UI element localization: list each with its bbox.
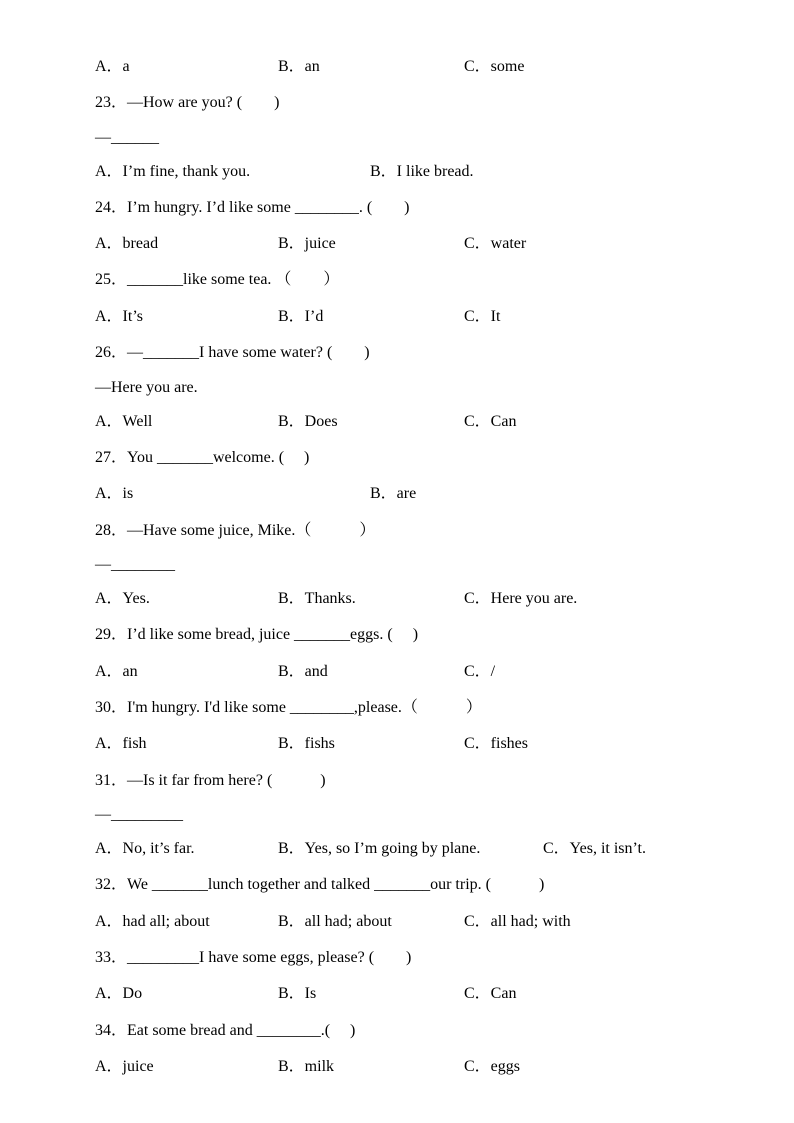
question-33: 33．_________I have some eggs, please? ( ) — [95, 949, 412, 966]
option-c: C．fishes — [464, 735, 529, 752]
option-b: B．all had; about — [278, 913, 392, 930]
option-b: B．Thanks. — [278, 590, 356, 607]
option-b: B．and — [278, 663, 328, 680]
option-b: B．juice — [278, 235, 336, 252]
answer-blank: —________ — [95, 556, 175, 573]
option-c: C．all had; with — [464, 913, 571, 930]
option-a: A．It’s — [95, 308, 144, 325]
option-a: A．a — [95, 58, 130, 75]
question-29: 29．I’d like some bread, juice _______eggs. ( ) — [95, 626, 419, 643]
option-b: B．I’d — [278, 308, 324, 325]
option-c: C．eggs — [464, 1058, 521, 1075]
option-c: C．Yes, it isn’t. — [543, 840, 647, 857]
option-c: C．water — [464, 235, 527, 252]
question-28: 28．—Have some juice, Mike.（ ） — [95, 522, 376, 539]
option-a: A．had all; about — [95, 913, 210, 930]
option-c: C．Can — [464, 985, 517, 1002]
option-a: A．Do — [95, 985, 143, 1002]
option-a: A．juice — [95, 1058, 154, 1075]
answer-blank: —_________ — [95, 806, 183, 823]
question-34: 34．Eat some bread and ________.( ) — [95, 1022, 356, 1039]
question-32: 32．We _______lunch together and talked _______our trip. ( ) — [95, 876, 545, 893]
option-a: A．Well — [95, 413, 153, 430]
question-31: 31．—Is it far from here? ( ) — [95, 772, 326, 789]
option-a: A．No, it’s far. — [95, 840, 195, 857]
option-a: A．bread — [95, 235, 159, 252]
question-30: 30．I'm hungry. I'd like some ________,please.（ ） — [95, 699, 482, 716]
option-c: C．Can — [464, 413, 517, 430]
option-b: B．are — [370, 485, 417, 502]
option-a: A．Yes. — [95, 590, 150, 607]
option-b: B．an — [278, 58, 320, 75]
question-24: 24．I’m hungry. I’d like some ________. ( ) — [95, 199, 410, 216]
option-b: B．Yes, so I’m going by plane. — [278, 840, 481, 857]
option-a: A．is — [95, 485, 134, 502]
question-25: 25．_______like some tea. （ ） — [95, 271, 340, 288]
option-a: A．an — [95, 663, 138, 680]
option-c: C．Here you are. — [464, 590, 578, 607]
option-b: B．milk — [278, 1058, 335, 1075]
option-b: B．Does — [278, 413, 338, 430]
option-b: B．I like bread. — [370, 163, 474, 180]
question-23: 23．—How are you? ( ) — [95, 94, 280, 111]
option-b: B．Is — [278, 985, 317, 1002]
answer-blank: —______ — [95, 129, 159, 146]
option-b: B．fishs — [278, 735, 335, 752]
option-c: C．some — [464, 58, 525, 75]
option-a: A．I’m fine, thank you. — [95, 163, 251, 180]
option-a: A．fish — [95, 735, 147, 752]
answer-line: —Here you are. — [95, 379, 198, 396]
question-26: 26．—_______I have some water? ( ) — [95, 344, 370, 361]
option-c: C．/ — [464, 663, 496, 680]
question-27: 27．You _______welcome. ( ) — [95, 449, 310, 466]
option-c: C．It — [464, 308, 501, 325]
